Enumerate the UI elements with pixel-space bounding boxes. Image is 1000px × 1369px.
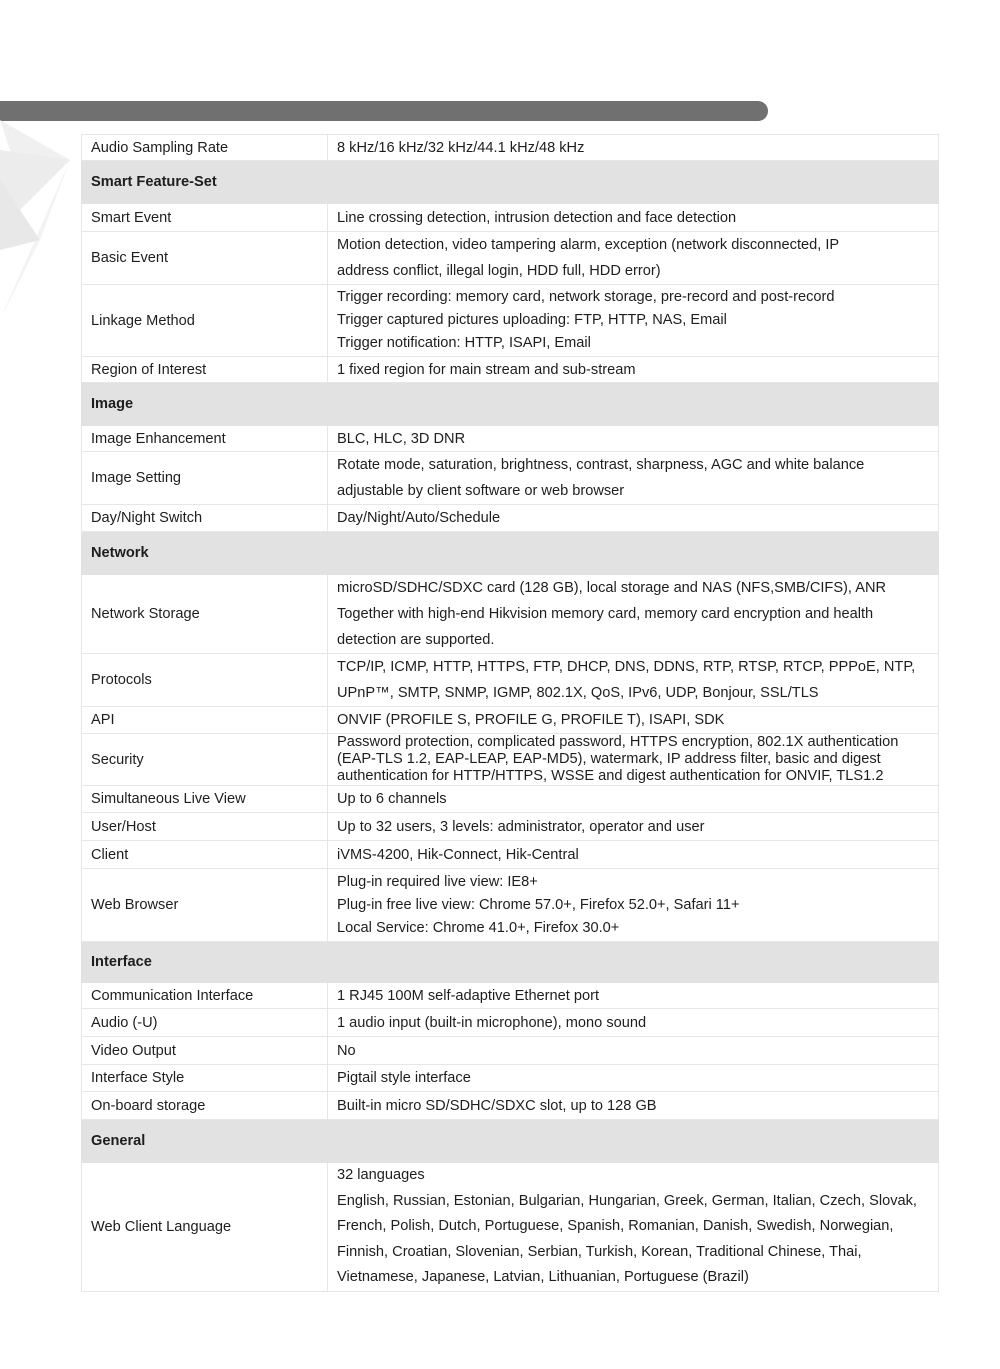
- spec-value-line: Line crossing detection, intrusion detection and face detection: [337, 209, 737, 226]
- spec-label: Audio (-U): [82, 1009, 328, 1037]
- table-row: [82, 1065, 939, 1092]
- spec-value-line: ONVIF (PROFILE S, PROFILE G, PROFILE T), ISAPI, SDK: [337, 712, 725, 728]
- spec-value-line: UPnP™, SMTP, SNMP, IGMP, 802.1X, QoS, IPv6, UDP, Bonjour, SSL/TLS: [337, 685, 819, 701]
- spec-value-line: Trigger notification: HTTP, ISAPI, Email: [337, 335, 591, 351]
- spec-label: Audio Sampling Rate: [82, 135, 328, 161]
- spec-value-line: TCP/IP, ICMP, HTTP, HTTPS, FTP, DHCP, DNS, DDNS, RTP, RTSP, RTCP, PPPoE, NTP,: [337, 659, 916, 675]
- spec-value: [328, 654, 939, 707]
- spec-value-line: detection are supported.: [337, 632, 495, 648]
- spec-value-line: No: [337, 1042, 356, 1059]
- spec-value-line: Pigtail style interface: [337, 1070, 471, 1086]
- spec-value-line: Trigger recording: memory card, network storage, pre-record and post-record: [337, 289, 835, 305]
- section-title: Network: [82, 532, 939, 575]
- spec-value-line: 1 RJ45 100M self-adaptive Ethernet port: [337, 987, 600, 1004]
- section-title: General: [82, 1120, 939, 1163]
- spec-label: Region of Interest: [82, 357, 328, 383]
- section-title: Smart Feature-Set: [82, 161, 939, 204]
- spec-value: [328, 983, 939, 1009]
- spec-value-line: iVMS-4200, Hik-Connect, Hik-Central: [337, 846, 579, 863]
- spec-value: [328, 813, 939, 841]
- spec-label: Smart Event: [82, 204, 328, 232]
- spec-value-line: Vietnamese, Japanese, Latvian, Lithuanian, Portuguese (Brazil): [337, 1269, 749, 1285]
- spec-value: [328, 1163, 939, 1292]
- spec-value-line: 8 kHz/16 kHz/32 kHz/44.1 kHz/48 kHz: [337, 139, 585, 156]
- spec-value: [328, 575, 939, 654]
- table-row: [82, 1037, 939, 1065]
- spec-value-line: French, Polish, Dutch, Portuguese, Spanish, Romanian, Danish, Swedish, Norwegian,: [337, 1218, 894, 1234]
- spec-label: Security: [82, 734, 328, 786]
- table-row: [82, 505, 939, 532]
- spec-value-line: English, Russian, Estonian, Bulgarian, Hungarian, Greek, German, Italian, Czech, Slovak,: [337, 1192, 917, 1209]
- spec-value: [328, 786, 939, 813]
- section-header: [82, 383, 939, 426]
- table-row: [82, 135, 939, 161]
- spec-label: Interface Style: [82, 1065, 328, 1092]
- spec-value-line: Plug-in required live view: IE8+: [337, 873, 538, 890]
- spec-label: Network Storage: [82, 575, 328, 654]
- spec-value: [328, 1092, 939, 1120]
- table-row: [82, 869, 939, 942]
- spec-value: [328, 1009, 939, 1037]
- spec-label: Web Browser: [82, 869, 328, 942]
- spec-label: Day/Night Switch: [82, 505, 328, 532]
- spec-value: [328, 357, 939, 383]
- table-row: [82, 1163, 939, 1292]
- spec-value-line: Up to 6 channels: [337, 791, 447, 807]
- spec-label: API: [82, 707, 328, 734]
- spec-value: [328, 734, 939, 786]
- spec-label: User/Host: [82, 813, 328, 841]
- table-row: [82, 285, 939, 357]
- spec-value: [328, 426, 939, 452]
- spec-label: On-board storage: [82, 1092, 328, 1120]
- spec-value-line: Trigger captured pictures uploading: FTP, HTTP, NAS, Email: [337, 312, 727, 328]
- table-row: [82, 452, 939, 505]
- table-row: [82, 734, 939, 786]
- spec-value-line: 32 languages: [337, 1167, 425, 1183]
- table-row: [82, 707, 939, 734]
- table-row: [82, 357, 939, 383]
- spec-value: [328, 452, 939, 505]
- spec-value: [328, 204, 939, 232]
- spec-value-line: Finnish, Croatian, Slovenian, Serbian, Turkish, Korean, Traditional Chinese, Thai,: [337, 1243, 862, 1260]
- spec-value-line: Plug-in free live view: Chrome 57.0+, Firefox 52.0+, Safari 11+: [337, 896, 740, 913]
- table-row: [82, 813, 939, 841]
- spec-label: Video Output: [82, 1037, 328, 1065]
- table-row: [82, 1009, 939, 1037]
- spec-value-line: Local Service: Chrome 41.0+, Firefox 30.0+: [337, 919, 620, 936]
- spec-label: Simultaneous Live View: [82, 786, 328, 813]
- spec-value: [328, 135, 939, 161]
- table-row: [82, 426, 939, 452]
- table-row: [82, 575, 939, 654]
- spec-value-line: Built-in micro SD/SDHC/SDXC slot, up to 128 GB: [337, 1097, 657, 1114]
- spec-label: Client: [82, 841, 328, 869]
- spec-value-line: Rotate mode, saturation, brightness, contrast, sharpness, AGC and white balance: [337, 457, 865, 473]
- table-row: [82, 983, 939, 1009]
- spec-value: [328, 841, 939, 869]
- spec-value-line: 1 fixed region for main stream and sub-stream: [337, 361, 636, 378]
- spec-value: [328, 232, 939, 285]
- spec-value-line: microSD/SDHC/SDXC card (128 GB), local storage and NAS (NFS,SMB/CIFS), ANR: [337, 580, 887, 596]
- table-row: [82, 841, 939, 869]
- spec-label: Image Enhancement: [82, 426, 328, 452]
- spec-label: Web Client Language: [82, 1163, 328, 1292]
- table-row: [82, 232, 939, 285]
- table-row: [82, 204, 939, 232]
- header-bar: [0, 101, 768, 121]
- spec-value-line: Up to 32 users, 3 levels: administrator, operator and user: [337, 818, 705, 835]
- spec-value-line: address conflict, illegal login, HDD full, HDD error): [337, 263, 661, 279]
- spec-label: Linkage Method: [82, 285, 328, 357]
- spec-value-line: 1 audio input (built-in microphone), mono sound: [337, 1014, 647, 1031]
- table-row: [82, 654, 939, 707]
- table-row: [82, 786, 939, 813]
- section-title: Image: [82, 383, 939, 426]
- spec-value: [328, 707, 939, 734]
- spec-value-line: adjustable by client software or web browser: [337, 483, 625, 499]
- spec-value: [328, 285, 939, 357]
- spec-value-line: Day/Night/Auto/Schedule: [337, 510, 501, 526]
- section-header: [82, 1120, 939, 1163]
- spec-value-line: Password protection, complicated password, HTTPS encryption, 802.1X authentication: [337, 734, 899, 750]
- spec-value: [328, 505, 939, 532]
- spec-table: [81, 134, 939, 1292]
- spec-value-line: Motion detection, video tampering alarm, exception (network disconnected, IP: [337, 237, 840, 253]
- spec-value: [328, 1065, 939, 1092]
- section-header: [82, 942, 939, 983]
- spec-label: Protocols: [82, 654, 328, 707]
- section-header: [82, 161, 939, 204]
- spec-label: Communication Interface: [82, 983, 328, 1009]
- table-row: [82, 1092, 939, 1120]
- spec-label: Image Setting: [82, 452, 328, 505]
- spec-value-line: BLC, HLC, 3D DNR: [337, 430, 466, 447]
- spec-value-line: authentication for HTTP/HTTPS, WSSE and digest authentication for ONVIF, TLS1.2: [337, 768, 884, 784]
- spec-value-line: (EAP-TLS 1.2, EAP-LEAP, EAP-MD5), watermark, IP address filter, basic and digest: [337, 751, 881, 767]
- spec-value: [328, 1037, 939, 1065]
- section-title: Interface: [82, 942, 939, 983]
- logo-watermark: [0, 120, 80, 320]
- section-header: [82, 532, 939, 575]
- spec-value: [328, 869, 939, 942]
- spec-label: Basic Event: [82, 232, 328, 285]
- spec-value-line: Together with high-end Hikvision memory card, memory card encryption and health: [337, 606, 874, 622]
